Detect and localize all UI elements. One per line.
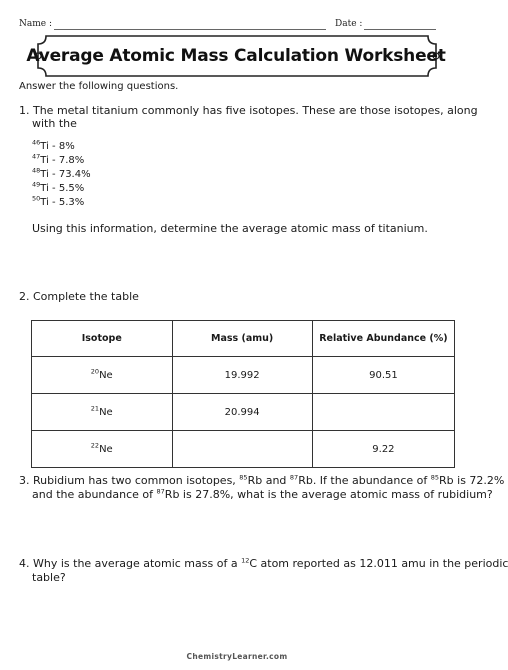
- question-3-line-1: 3. Rubidium has two common isotopes, $^{85}$Rb and $^{87}$Rb. If the abundance of $^{85}$Rb is 72.2%: [19, 473, 505, 487]
- isotope-cell: $^{22}$Ne: [32, 431, 173, 468]
- date-label: Date :: [335, 19, 363, 29]
- table-row: [32, 431, 455, 468]
- page-title: Average Atomic Mass Calculation Worksheet: [26, 46, 446, 66]
- title-container: [26, 38, 446, 74]
- question-3-line-2: and the abundance of $^{87}$Rb is 27.8%, what is the average atomic mass of rubidium?: [32, 487, 493, 501]
- abundance-cell[interactable]: 9.22: [312, 431, 454, 468]
- isotope-item: $^{47}$Ti - 7.8%: [32, 152, 85, 166]
- abundance-cell[interactable]: 90.51: [312, 357, 454, 394]
- mass-cell[interactable]: [172, 431, 312, 468]
- isotope-item: $^{50}$Ti - 5.3%: [32, 194, 85, 208]
- header-abundance: Relative Abundance (%): [312, 321, 454, 357]
- question-2-text: 2. Complete the table: [19, 290, 139, 303]
- isotope-item: $^{49}$Ti - 5.5%: [32, 180, 85, 194]
- table-row: [32, 357, 455, 394]
- name-label: Name :: [19, 19, 52, 29]
- header-mass: Mass (amu): [172, 321, 312, 357]
- question-1-line-2: with the: [32, 117, 77, 130]
- abundance-cell[interactable]: [312, 394, 454, 431]
- isotope-list: [32, 140, 91, 210]
- footer-brand: ChemistryLearner.com: [186, 652, 288, 661]
- header-isotope: Isotope: [32, 321, 173, 357]
- mass-cell[interactable]: 20.994: [172, 394, 312, 431]
- instructions: Answer the following questions.: [19, 81, 179, 92]
- isotope-cell: $^{21}$Ne: [32, 394, 173, 431]
- isotope-item: $^{48}$Ti - 73.4%: [32, 166, 91, 180]
- question-1-line-1: 1. The metal titanium commonly has five isotopes. These are those isotopes, along: [19, 104, 478, 117]
- table-header-row: [32, 321, 455, 357]
- question-4-line-1: 4. Why is the average atomic mass of a $^{12}$C atom reported as 12.011 amu in the periodic: [19, 556, 508, 570]
- question-4-line-2: table?: [32, 571, 66, 584]
- neon-isotope-table: [31, 320, 455, 468]
- date-line[interactable]: [364, 29, 436, 30]
- mass-cell[interactable]: 19.992: [172, 357, 312, 394]
- table-row: [32, 394, 455, 431]
- isotope-item: $^{46}$Ti - 8%: [32, 138, 75, 152]
- question-1-followup: Using this information, determine the average atomic mass of titanium.: [32, 222, 428, 235]
- isotope-cell: $^{20}$Ne: [32, 357, 173, 394]
- name-line[interactable]: [54, 29, 326, 30]
